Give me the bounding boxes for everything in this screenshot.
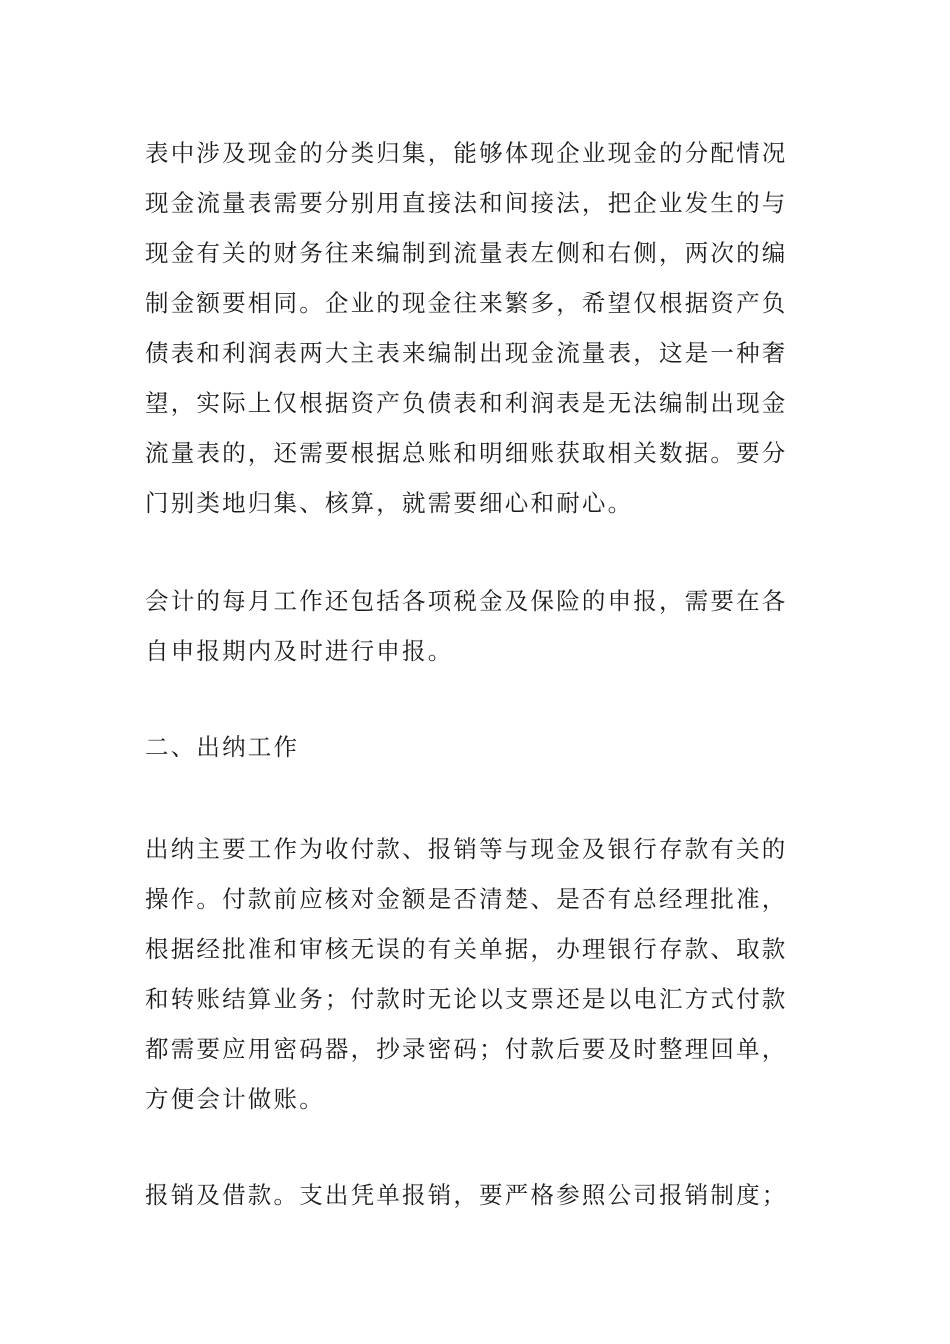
text-line: 现金流量表需要分别用直接法和间接法，把企业发生的与	[145, 189, 788, 217]
text-line: 门别类地归集、核算，就需要细心和耐心。	[145, 489, 634, 517]
text-line: 债表和利润表两大主表来编制出现金流量表，这是一种奢	[145, 339, 788, 367]
text-line: 流量表的，还需要根据总账和明细账获取相关数据。要分	[145, 439, 788, 467]
text-line: 报销及借款。支出凭单报销，要严格参照公司报销制度；	[145, 1181, 788, 1209]
paragraph-cash-flow	[145, 128, 825, 528]
section-heading	[145, 722, 825, 772]
text-line: 表中涉及现金的分类归集，能够体现企业现金的分配情况	[145, 139, 788, 167]
text-line: 现金有关的财务往来编制到流量表左侧和右侧，两次的编	[145, 239, 788, 267]
text-line: 根据经批准和审核无误的有关单据，办理银行存款、取款	[145, 935, 788, 963]
text-line: 都需要应用密码器，抄录密码；付款后要及时整理回单，	[145, 1035, 788, 1063]
text-line: 会计的每月工作还包括各项税金及保险的申报，需要在各	[145, 587, 788, 615]
paragraph-reimbursement	[145, 1170, 825, 1220]
text-line: 方便会计做账。	[145, 1085, 325, 1113]
text-line: 望，实际上仅根据资产负债表和利润表是无法编制出现金	[145, 389, 788, 417]
text-line: 和转账结算业务；付款时无论以支票还是以电汇方式付款	[145, 985, 788, 1013]
paragraph-tax-filing	[145, 576, 825, 676]
text-line: 自申报期内及时进行申报。	[145, 637, 454, 665]
paragraph-cashier-duties	[145, 824, 825, 1124]
text-line: 出纳主要工作为收付款、报销等与现金及银行存款有关的	[145, 835, 788, 863]
heading-text: 二、出纳工作	[145, 733, 300, 761]
text-line: 制金额要相同。企业的现金往来繁多，希望仅根据资产负	[145, 289, 788, 317]
text-line: 操作。付款前应核对金额是否清楚、是否有总经理批准，	[145, 885, 788, 913]
